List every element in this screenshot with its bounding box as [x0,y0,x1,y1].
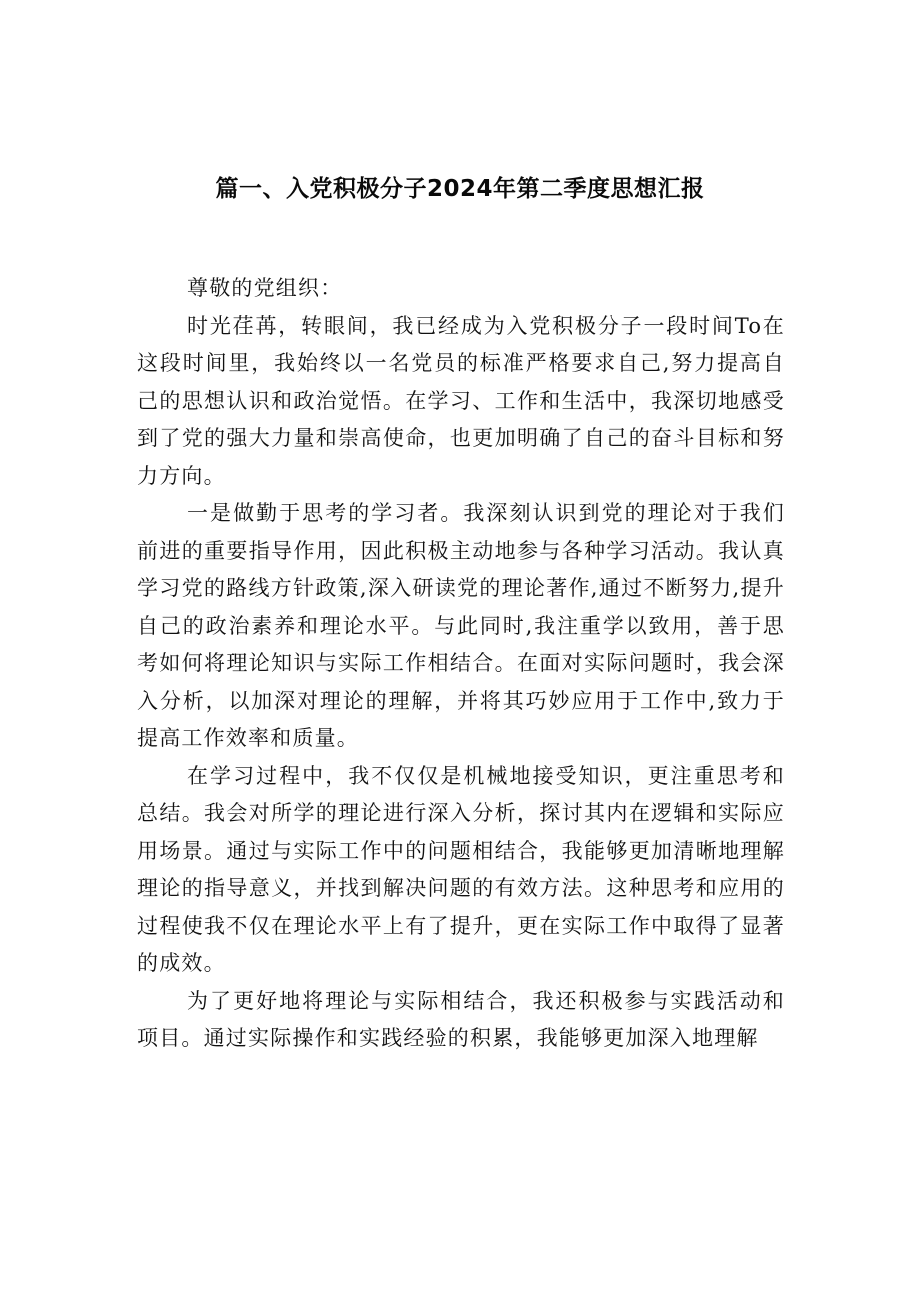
salutation: 尊敬的党组织： [187,276,343,300]
document-title: 篇一、入党积极分子2024年第二季度思想汇报 [215,176,705,202]
document-body [137,270,785,1058]
paragraph-1: 时光荏苒，转眼间，我已经成为入党积极分子一段时间To在这段时间里，我始终以一名党员的标准严格要求自己,努力提高自己的思想认识和政治觉悟。在学习、工作和生活中，我深切地感受到了党的强大力量和崇高使命，也更加明确了自己的奋斗目标和努力方向。 [137,313,785,488]
paragraph-2: 一是做勤于思考的学习者。我深刻认识到党的理论对于我们前进的重要指导作用，因此积极主动地参与各种学习活动。我认真学习党的路线方针政策,深入研读党的理论著作,通过不断努力,提升自己的政治素养和理论水平。与此同时,我注重学以致用，善于思考如何将理论知识与实际工作相结合。在面对实际问题时，我会深入分析，以加深对理论的理解，并将其巧妙应用于工作中,致力于提高工作效率和质量。 [137,501,785,750]
paragraph-3: 在学习过程中，我不仅仅是机械地接受知识，更注重思考和总结。我会对所学的理论进行深入分析，探讨其内在逻辑和实际应用场景。通过与实际工作中的问题相结合，我能够更加清晰地理解理论的指导意义，并找到解决问题的有效方法。这种思考和应用的过程使我不仅在理论水平上有了提升，更在实际工作中取得了显著的成效。 [137,763,785,975]
paragraph-4: 为了更好地将理论与实际相结合，我还积极参与实践活动和项目。通过实际操作和实践经验的积累，我能够更加深入地理解 [137,988,785,1050]
